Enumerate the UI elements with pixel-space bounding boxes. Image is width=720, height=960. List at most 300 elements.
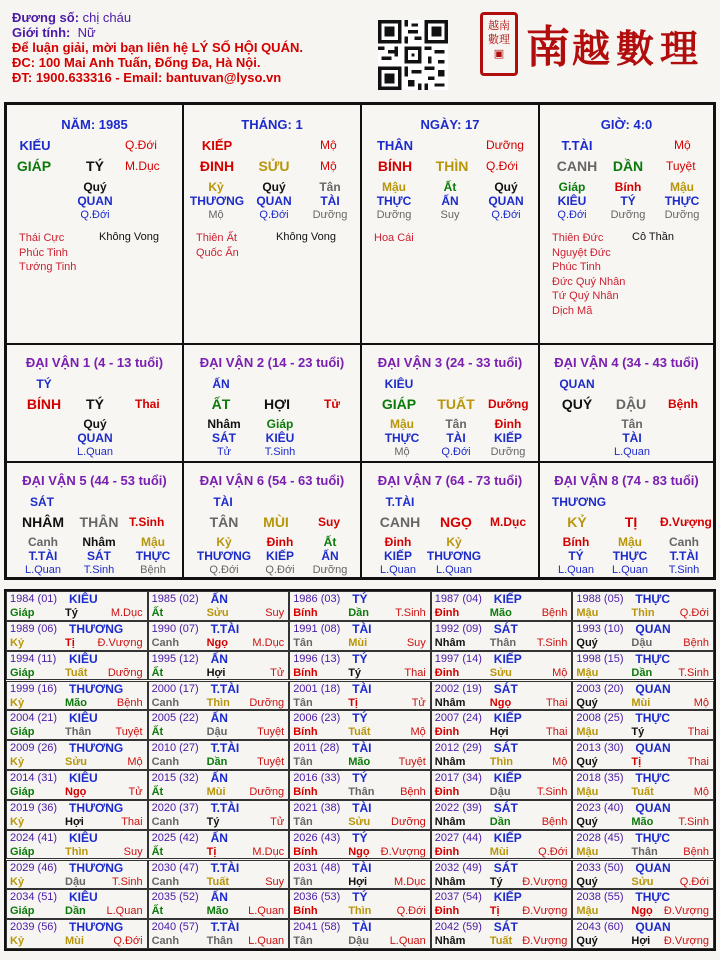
year-label: 2033 (50) bbox=[576, 861, 624, 874]
year-branch: Tị bbox=[206, 845, 217, 858]
year-stage: Q.Đới bbox=[396, 905, 426, 918]
year-branch: Tuất bbox=[489, 935, 513, 948]
year-stem: Mậu bbox=[576, 786, 599, 798]
luck-title: ĐẠI VẬN 3 (24 - 33 tuổi) bbox=[377, 355, 523, 370]
star: Thái Cực bbox=[19, 232, 65, 244]
year-god: TÀI bbox=[352, 741, 372, 756]
year-stem: Đinh bbox=[434, 726, 460, 739]
pillar-year bbox=[6, 104, 183, 344]
year-stage: L.Quan bbox=[248, 905, 285, 918]
hidden-stem: Mậu bbox=[382, 180, 406, 194]
year-stem: Nhâm bbox=[434, 756, 466, 769]
year-label: 1986 (03) bbox=[293, 593, 341, 605]
year-stage: Thai bbox=[404, 666, 426, 679]
year-stage: Bệnh bbox=[116, 696, 143, 709]
year-branch: Dần bbox=[206, 756, 228, 769]
year-stem: Giáp bbox=[10, 786, 35, 798]
year-label: 2036 (53) bbox=[293, 891, 341, 904]
year-cell bbox=[289, 919, 431, 949]
star: Thiên Ất bbox=[196, 232, 237, 244]
heavenly-stem: CANH bbox=[379, 514, 421, 530]
earthly-branch: DẦN bbox=[612, 158, 644, 174]
hidden-god: THƯƠNG bbox=[196, 549, 252, 563]
year-label: 2021 (38) bbox=[293, 801, 341, 814]
year-cell bbox=[6, 740, 148, 770]
hidden-god: SÁT bbox=[87, 549, 111, 563]
year-label: 1985 (02) bbox=[151, 593, 199, 605]
year-stage: M.Dục bbox=[252, 845, 285, 858]
year-stage: Thai bbox=[687, 726, 709, 739]
hidden-stage: Tử bbox=[216, 446, 232, 458]
year-god: SÁT bbox=[493, 860, 518, 875]
hidden-god: QUAN bbox=[77, 194, 113, 208]
year-stem: Giáp bbox=[10, 905, 35, 918]
chart-grid bbox=[4, 102, 716, 580]
year-branch: Dần bbox=[348, 607, 369, 619]
year-cell bbox=[6, 800, 148, 830]
hidden-stage: Dưỡng bbox=[312, 564, 348, 576]
year-stem: Kỷ bbox=[10, 636, 25, 649]
year-label: 2038 (55) bbox=[576, 891, 624, 904]
year-god: KIẾP bbox=[493, 890, 522, 905]
year-god: SÁT bbox=[493, 741, 518, 756]
void-marker: Không Vong bbox=[99, 231, 159, 243]
stem-god: TÝ bbox=[36, 377, 52, 391]
year-branch: Mão bbox=[348, 756, 371, 769]
hidden-stage: Q.Đới bbox=[259, 209, 289, 221]
hidden-stem: Quý bbox=[494, 180, 518, 194]
year-stem: Giáp bbox=[10, 845, 35, 858]
year-stage: Dưỡng bbox=[249, 786, 285, 798]
year-label: 1994 (11) bbox=[10, 652, 57, 665]
year-god: KIÊU bbox=[69, 771, 98, 785]
hidden-god: TÀI bbox=[446, 431, 466, 445]
hidden-stem: Canh bbox=[669, 535, 699, 549]
year-god: SÁT bbox=[493, 621, 518, 636]
year-label: 2029 (46) bbox=[10, 861, 58, 874]
year-god: THỰC bbox=[635, 592, 671, 606]
year-label: 2003 (20) bbox=[576, 682, 624, 695]
hidden-god: KIẾP bbox=[265, 549, 294, 563]
year-stem: Quý bbox=[576, 935, 598, 948]
hidden-god: T.TÀI bbox=[28, 549, 58, 563]
year-branch: Hợi bbox=[65, 815, 84, 828]
hidden-stem: Quý bbox=[262, 180, 286, 194]
year-god: THƯƠNG bbox=[69, 800, 124, 815]
stem-stage: Q.Đới bbox=[125, 138, 157, 152]
year-stage: Tử bbox=[411, 696, 426, 709]
contact-line: Để luận giải, mời bạn liên hệ LÝ SỐ HỘI QUÁN. bbox=[12, 40, 303, 55]
hidden-stem: Quý bbox=[83, 180, 107, 194]
year-god: T.TÀI bbox=[210, 860, 240, 875]
luck-title: ĐẠI VẬN 6 (54 - 63 tuổi) bbox=[199, 473, 345, 488]
year-stage: Đ.Vượng bbox=[663, 935, 709, 948]
void-marker: Không Vong bbox=[276, 231, 336, 243]
year-stage: Đ.Vượng bbox=[522, 875, 568, 888]
hidden-stem: Ất bbox=[443, 180, 457, 194]
year-label: 2015 (32) bbox=[151, 772, 199, 784]
year-cell bbox=[6, 591, 148, 621]
year-god: KIÊU bbox=[69, 830, 98, 845]
star: Nguyệt Đức bbox=[552, 246, 611, 259]
year-stem: Tân bbox=[293, 696, 313, 709]
hidden-stem: Mậu bbox=[618, 535, 642, 549]
hidden-stage: Q.Đới bbox=[491, 209, 521, 221]
luck-pillar-1 bbox=[6, 344, 183, 462]
year-god: KIÊU bbox=[69, 711, 98, 726]
year-label: 2026 (43) bbox=[293, 831, 341, 844]
hidden-stage: Q.Đới bbox=[265, 564, 295, 576]
hidden-stage: Bệnh bbox=[140, 564, 166, 576]
heavenly-stem: KỶ bbox=[567, 514, 587, 530]
stem-stage: Mộ bbox=[320, 138, 337, 152]
year-branch: Mùi bbox=[631, 696, 651, 709]
year-cell bbox=[6, 710, 148, 740]
luck-title: ĐẠI VẬN 7 (64 - 73 tuổi) bbox=[377, 473, 523, 488]
year-cell bbox=[6, 681, 148, 711]
year-branch: Thân bbox=[348, 786, 375, 798]
year-stage: Q.Đới bbox=[113, 935, 143, 948]
stem-god: THÂN bbox=[376, 138, 414, 153]
pillar-title: THÁNG: 1 bbox=[241, 117, 303, 132]
hidden-stage: Q.Đới bbox=[80, 209, 110, 221]
hidden-god: QUAN bbox=[256, 194, 292, 208]
year-stem: Mậu bbox=[576, 845, 599, 858]
year-cell bbox=[572, 651, 714, 681]
year-label: 1999 (16) bbox=[10, 682, 58, 695]
year-god: QUAN bbox=[635, 920, 671, 935]
year-stem: Quý bbox=[576, 815, 598, 828]
year-label: 2007 (24) bbox=[434, 712, 482, 725]
year-cell bbox=[572, 591, 714, 621]
year-label: 2024 (41) bbox=[10, 831, 58, 844]
year-god: KIẾP bbox=[493, 771, 522, 785]
year-branch: Dậu bbox=[631, 636, 653, 649]
year-branch: Hợi bbox=[489, 726, 509, 739]
year-cell bbox=[148, 740, 290, 770]
year-stem: Đinh bbox=[434, 786, 460, 798]
year-god: TÝ bbox=[352, 890, 368, 905]
hidden-god: KIÊU bbox=[557, 194, 587, 208]
year-god: TÀI bbox=[352, 860, 372, 875]
year-stage: M.Dục bbox=[252, 636, 285, 649]
year-cell bbox=[6, 889, 148, 919]
year-stage: L.Quan bbox=[106, 905, 143, 918]
stem-god: KIÊU bbox=[384, 377, 414, 391]
year-stem: Mậu bbox=[576, 726, 599, 739]
year-god: THƯƠNG bbox=[69, 860, 124, 875]
year-god: KIÊU bbox=[69, 651, 98, 666]
year-cell bbox=[572, 681, 714, 711]
year-label: 1987 (04) bbox=[434, 593, 482, 605]
year-stem: Đinh bbox=[434, 607, 460, 619]
branch-stage: T.Sinh bbox=[129, 515, 165, 529]
year-branch: Ngọ bbox=[206, 636, 228, 649]
year-cell bbox=[289, 591, 431, 621]
hidden-god: KIẾP bbox=[383, 549, 412, 563]
year-branch: Thân bbox=[65, 726, 92, 739]
year-branch: Sửu bbox=[489, 666, 512, 679]
pillar-hour bbox=[539, 104, 714, 344]
hidden-stem: Bính bbox=[562, 535, 590, 549]
year-stage: Bệnh bbox=[541, 815, 568, 828]
year-stem: Giáp bbox=[10, 726, 35, 739]
year-cell bbox=[572, 621, 714, 651]
year-god: TÝ bbox=[352, 771, 368, 785]
year-branch: Tuất bbox=[631, 786, 654, 798]
hidden-god: THỰC bbox=[664, 194, 700, 208]
year-branch: Tị bbox=[631, 756, 642, 769]
branch-stage: M.Dục bbox=[490, 515, 526, 529]
year-god: ẤN bbox=[210, 651, 228, 666]
year-stage: Dưỡng bbox=[391, 815, 426, 828]
year-branch: Dậu bbox=[348, 935, 369, 948]
hidden-stem: Giáp bbox=[266, 417, 294, 431]
year-cell bbox=[6, 919, 148, 949]
year-stage: Bệnh bbox=[541, 607, 568, 619]
year-stem: Quý bbox=[576, 756, 598, 769]
heavenly-stem: TÂN bbox=[209, 514, 239, 530]
year-cell bbox=[6, 860, 148, 890]
year-branch: Tuất bbox=[348, 726, 371, 739]
earthly-branch: MÙI bbox=[263, 514, 289, 530]
hidden-god: THỰC bbox=[376, 194, 412, 208]
year-god: TÝ bbox=[352, 830, 368, 845]
year-cell bbox=[148, 651, 290, 681]
year-stem: Ất bbox=[151, 845, 164, 858]
year-stem: Tân bbox=[293, 756, 313, 769]
earthly-branch: THÌN bbox=[435, 158, 469, 174]
hidden-god: THỰC bbox=[135, 549, 171, 563]
year-stem: Giáp bbox=[10, 666, 35, 679]
year-stem: Quý bbox=[576, 696, 598, 709]
year-label: 1991 (08) bbox=[293, 622, 341, 635]
luck-title: ĐẠI VẬN 1 (4 - 13 tuổi) bbox=[25, 355, 164, 370]
year-cell bbox=[148, 681, 290, 711]
year-label: 2032 (49) bbox=[434, 861, 482, 874]
year-branch: Dần bbox=[65, 905, 86, 918]
year-cell bbox=[431, 860, 573, 890]
year-branch: Tuất bbox=[206, 875, 229, 888]
hidden-stage: L.Quan bbox=[24, 564, 62, 576]
hidden-stem: Đinh bbox=[494, 417, 522, 431]
heavenly-stem: NHÂM bbox=[22, 514, 64, 530]
year-cell bbox=[289, 710, 431, 740]
phone-email-line: ĐT: 1900.633316 - Email: bantuvan@lyso.vn bbox=[12, 70, 282, 85]
hidden-stage: Q.Đới bbox=[557, 209, 587, 221]
hidden-stem: Nhâm bbox=[207, 417, 241, 431]
year-branch: Mùi bbox=[489, 845, 509, 858]
branch-stage: Đ.Vượng bbox=[660, 515, 712, 529]
brand-logo bbox=[478, 10, 708, 78]
year-stage: Mộ bbox=[552, 666, 568, 679]
year-stage: Tử bbox=[270, 666, 285, 679]
year-label: 2023 (40) bbox=[576, 801, 624, 814]
star: Tứ Quý Nhân bbox=[552, 290, 619, 302]
year-god: QUAN bbox=[635, 621, 671, 636]
hidden-stem: Canh bbox=[28, 535, 58, 549]
year-cell bbox=[6, 770, 148, 800]
year-branch: Tý bbox=[631, 726, 645, 739]
year-cell bbox=[289, 740, 431, 770]
year-god: THƯƠNG bbox=[69, 741, 124, 756]
branch-stage: Suy bbox=[318, 515, 341, 529]
luck-title: ĐẠI VẬN 2 (14 - 23 tuổi) bbox=[199, 355, 345, 370]
year-label: 2025 (42) bbox=[151, 831, 199, 844]
year-god: TÀI bbox=[352, 621, 372, 636]
year-stage: T.Sinh bbox=[536, 636, 568, 649]
year-stage: Mộ bbox=[410, 726, 426, 739]
year-label: 2002 (19) bbox=[434, 682, 482, 695]
luck-pillar-5 bbox=[6, 462, 183, 578]
red-seal-stamp: 越南 數理 ▣ bbox=[480, 12, 518, 76]
year-stage: Suy bbox=[265, 875, 285, 888]
branch-stage: Thai bbox=[135, 397, 160, 411]
year-god: TÀI bbox=[352, 800, 372, 815]
year-god: TÀI bbox=[352, 681, 372, 696]
year-cell bbox=[431, 740, 573, 770]
year-stem: Tân bbox=[293, 875, 313, 888]
brand-calligraphy bbox=[526, 16, 706, 76]
year-branch: Tý bbox=[348, 666, 362, 679]
year-stem: Mậu bbox=[576, 607, 599, 619]
year-branch: Tị bbox=[489, 905, 500, 918]
year-cell bbox=[572, 860, 714, 890]
year-label: 2040 (57) bbox=[151, 921, 199, 934]
year-branch: Dậu bbox=[489, 786, 511, 798]
year-stem: Bính bbox=[293, 666, 318, 679]
year-label: 2042 (59) bbox=[434, 921, 482, 934]
pillar-month bbox=[183, 104, 361, 344]
year-god: KIẾP bbox=[493, 711, 522, 726]
year-stage: Thai bbox=[687, 756, 709, 769]
star-list bbox=[374, 231, 414, 246]
year-branch: Mão bbox=[631, 815, 654, 828]
year-god: KIÊU bbox=[69, 592, 98, 606]
year-stem: Tân bbox=[293, 935, 313, 948]
year-branch: Thân bbox=[489, 636, 517, 649]
year-stage: T.Sinh bbox=[536, 786, 568, 798]
hidden-god: T.TÀI bbox=[669, 549, 699, 563]
hidden-stem: Kỷ bbox=[216, 535, 232, 549]
year-branch: Hợi bbox=[631, 935, 651, 948]
branch-stage: Dưỡng bbox=[488, 397, 529, 411]
year-stem: Bính bbox=[293, 726, 318, 739]
year-branch: Sửu bbox=[631, 875, 654, 888]
hidden-stage: Mộ bbox=[208, 209, 224, 221]
year-label: 1993 (10) bbox=[576, 622, 624, 635]
year-cell bbox=[431, 621, 573, 651]
hidden-stem: Kỷ bbox=[208, 180, 224, 194]
star: Hoa Cái bbox=[374, 232, 414, 244]
year-stage: Q.Đới bbox=[679, 607, 709, 619]
hidden-god: QUAN bbox=[488, 194, 524, 208]
year-stem: Quý bbox=[576, 636, 598, 649]
star: Phúc Tinh bbox=[552, 261, 601, 273]
year-god: THỰC bbox=[635, 890, 671, 905]
year-branch: Thìn bbox=[348, 905, 372, 918]
year-branch: Sửu bbox=[206, 607, 229, 619]
year-label: 2010 (27) bbox=[151, 742, 199, 755]
year-branch: Thìn bbox=[206, 696, 230, 709]
year-god: QUAN bbox=[635, 860, 671, 875]
hidden-god: ẤN bbox=[321, 549, 339, 563]
year-stage: T.Sinh bbox=[112, 875, 143, 888]
year-branch: Sửu bbox=[348, 815, 371, 828]
year-god: TÝ bbox=[352, 651, 368, 666]
year-god: T.TÀI bbox=[210, 741, 240, 756]
hidden-stage: T.Sinh bbox=[264, 446, 296, 458]
year-branch: Tuất bbox=[65, 666, 88, 679]
star: Đức Quý Nhân bbox=[552, 275, 626, 288]
void-marker: Cô Thần bbox=[632, 231, 674, 243]
hidden-stem: Tân bbox=[319, 180, 341, 194]
pillar-day bbox=[361, 104, 539, 344]
luck-title: ĐẠI VẬN 8 (74 - 83 tuổi) bbox=[554, 473, 699, 488]
earthly-branch: SỬU bbox=[258, 158, 290, 174]
hidden-god: KIÊU bbox=[265, 431, 295, 445]
year-cell bbox=[572, 770, 714, 800]
hidden-stage: L.Quan bbox=[76, 446, 114, 458]
year-stage: Đ.Vượng bbox=[663, 905, 709, 918]
year-god: THƯƠNG bbox=[69, 621, 124, 636]
year-cell bbox=[572, 710, 714, 740]
year-cell bbox=[431, 710, 573, 740]
year-god: T.TÀI bbox=[210, 621, 240, 636]
hidden-god: TÝ bbox=[568, 549, 584, 563]
year-stem: Canh bbox=[151, 815, 180, 828]
stem-god: THƯƠNG bbox=[551, 495, 607, 509]
star: Quốc Ấn bbox=[196, 246, 239, 259]
year-stage: Tuyệt bbox=[398, 756, 426, 769]
year-branch: Mùi bbox=[65, 935, 84, 948]
star: Tướng Tinh bbox=[19, 261, 77, 273]
year-label: 2043 (60) bbox=[576, 921, 624, 934]
year-stem: Canh bbox=[151, 875, 180, 888]
year-cell bbox=[289, 681, 431, 711]
year-god: T.TÀI bbox=[210, 681, 240, 696]
qr-code-icon bbox=[378, 20, 448, 90]
year-god: ẤN bbox=[210, 592, 228, 606]
year-label: 2035 (52) bbox=[151, 891, 199, 904]
year-label: 2028 (45) bbox=[576, 831, 624, 844]
year-label: 2018 (35) bbox=[576, 772, 624, 784]
year-label: 2017 (34) bbox=[434, 772, 482, 784]
year-god: KIẾP bbox=[493, 592, 522, 606]
hidden-stage: L.Quan bbox=[557, 564, 595, 576]
year-god: T.TÀI bbox=[210, 800, 240, 815]
year-cell bbox=[572, 889, 714, 919]
hidden-stem: Bính bbox=[614, 180, 642, 194]
year-stem: Ất bbox=[151, 726, 164, 739]
year-stage: Mộ bbox=[552, 756, 568, 769]
hidden-stage: L.Quan bbox=[435, 564, 473, 576]
year-stem: Bính bbox=[293, 786, 318, 798]
year-branch: Hợi bbox=[206, 666, 226, 679]
year-cell bbox=[148, 889, 290, 919]
hidden-stem: Kỷ bbox=[446, 535, 462, 549]
year-cell bbox=[572, 830, 714, 860]
year-branch: Mão bbox=[489, 607, 512, 619]
heavenly-stem: QUÝ bbox=[561, 396, 593, 412]
hidden-god: THỰC bbox=[612, 549, 648, 563]
luck-pillar-7 bbox=[361, 462, 539, 578]
year-cell bbox=[6, 651, 148, 681]
branch-stage: Mộ bbox=[320, 159, 337, 173]
hidden-god: ẤN bbox=[441, 194, 459, 208]
year-cell bbox=[289, 800, 431, 830]
year-label: 2006 (23) bbox=[293, 712, 341, 725]
